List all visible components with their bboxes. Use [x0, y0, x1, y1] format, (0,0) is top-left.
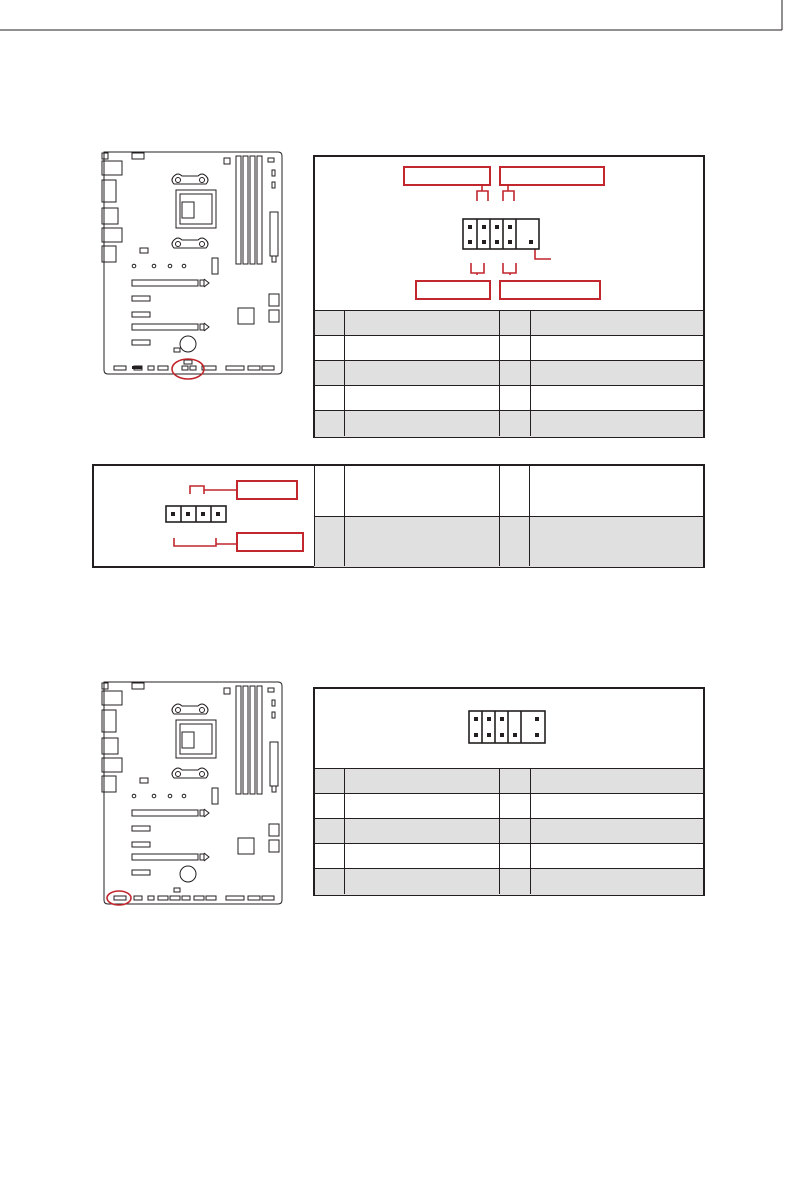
table-row — [314, 516, 703, 567]
page-edge-line — [0, 0, 794, 40]
connector-a-pin-header — [455, 185, 565, 275]
connector-b-label-lower — [236, 532, 304, 552]
table-divider — [344, 466, 345, 566]
table-row — [315, 868, 703, 895]
connector-c-pin-header — [465, 709, 555, 749]
table-divider — [499, 768, 500, 894]
table-divider — [499, 310, 500, 436]
connector-a-label-bottom-right — [499, 280, 601, 300]
table-divider — [344, 310, 345, 436]
table-row — [315, 360, 703, 386]
table-row — [315, 385, 703, 411]
table-row — [314, 466, 703, 516]
table-divider — [529, 466, 530, 566]
motherboard-diagram-2 — [98, 678, 284, 914]
connector-a-label-top-left — [403, 166, 491, 186]
table-row — [315, 410, 703, 437]
highlight-circle — [107, 891, 131, 905]
table-row — [315, 335, 703, 361]
table-divider — [314, 466, 315, 566]
table-row — [315, 818, 703, 844]
table-row — [315, 793, 703, 819]
table-row — [315, 843, 703, 869]
table-divider — [499, 466, 500, 566]
connector-a-label-bottom-left — [415, 280, 491, 300]
connector-a-panel — [313, 155, 705, 438]
connector-a-label-top-right — [499, 166, 605, 186]
connector-c-panel — [313, 687, 705, 896]
table-row — [315, 768, 703, 794]
connector-c-pin-table — [315, 768, 703, 894]
connector-a-pin-table — [315, 310, 703, 436]
connector-b-label-upper — [236, 480, 298, 500]
table-divider — [530, 768, 531, 894]
table-divider — [344, 768, 345, 894]
connector-b-pin-table — [314, 466, 703, 566]
connector-b-panel — [92, 464, 705, 568]
table-row — [315, 310, 703, 336]
table-divider — [530, 310, 531, 436]
motherboard-diagram-1 — [98, 148, 284, 384]
